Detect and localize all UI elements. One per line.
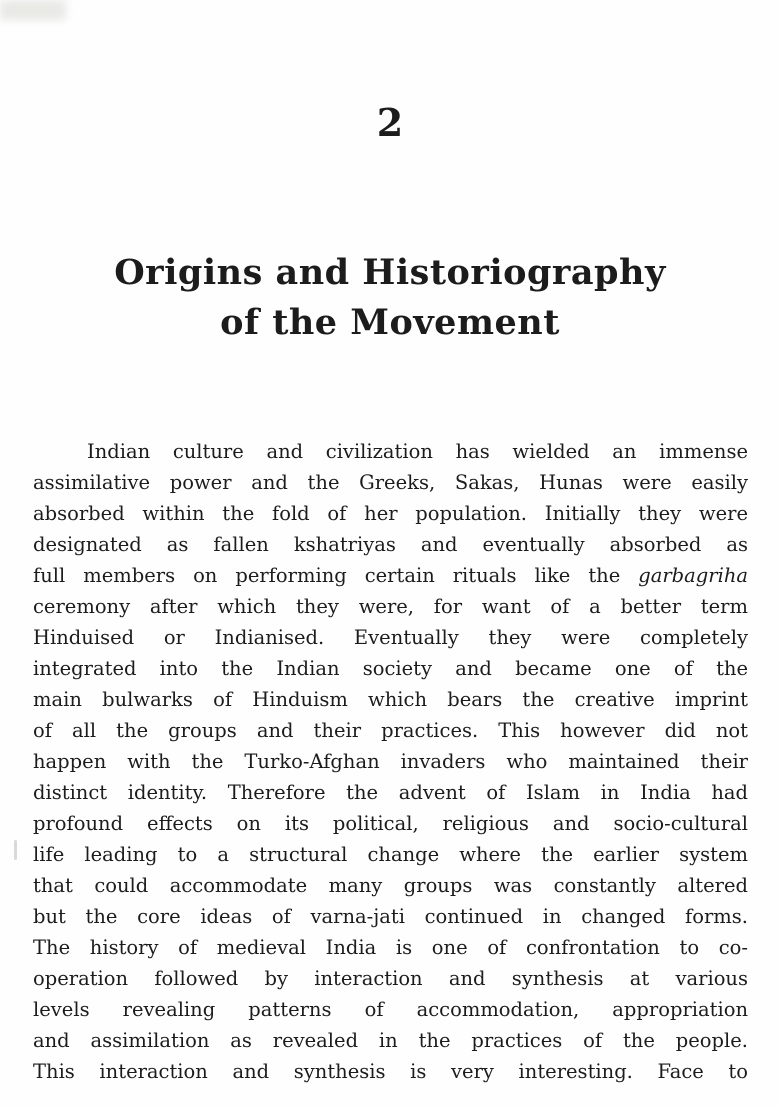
scan-edge-artifact — [0, 0, 66, 20]
text-segment: designated as fallen kshatriyas and eventually absorbed as — [33, 533, 748, 556]
text-segment: and assimilation as revealed in the practices of the people. — [33, 1029, 748, 1052]
text-segment: levels revealing patterns of accommodation, appropriation — [33, 998, 748, 1021]
text-segment: of all the groups and their practices. This however did not — [33, 719, 748, 742]
body-paragraph — [0, 348, 780, 1087]
text-segment: but the core ideas of varna-jati continued in changed forms. — [33, 905, 748, 928]
text-segment: ceremony after which they were, for want of a better term — [33, 595, 748, 618]
text-line — [33, 560, 748, 591]
text-segment: assimilative power and the Greeks, Sakas, Hunas were easily — [33, 471, 748, 494]
text-segment: Hinduised or Indianised. Eventually they were completely — [33, 626, 748, 649]
text-line — [33, 653, 748, 684]
text-line — [33, 808, 748, 839]
text-line — [33, 777, 748, 808]
text-line — [33, 715, 748, 746]
text-line — [33, 436, 748, 467]
chapter-title-line-1: Origins and Historiography — [114, 252, 666, 293]
text-segment: The history of medieval India is one of confrontation to co- — [33, 936, 748, 959]
italic-text: garbagriha — [638, 564, 748, 587]
text-segment: Indian culture and civilization has wielded an immense — [87, 440, 748, 463]
text-line — [33, 1056, 748, 1087]
scan-mark-artifact — [14, 840, 17, 860]
text-line — [33, 529, 748, 560]
text-segment: profound effects on its political, religious and socio-cultural — [33, 812, 748, 835]
text-line — [33, 622, 748, 653]
text-line — [33, 932, 748, 963]
text-segment: operation followed by interaction and synthesis at various — [33, 967, 748, 990]
text-line — [33, 994, 748, 1025]
text-segment: absorbed within the fold of her population. Initially they were — [33, 502, 748, 525]
text-line — [33, 498, 748, 529]
chapter-title-line-2: of the Movement — [220, 302, 560, 343]
text-segment: This interaction and synthesis is very interesting. Face to — [33, 1060, 748, 1083]
text-line — [33, 901, 748, 932]
text-segment: that could accommodate many groups was constantly altered — [33, 874, 748, 897]
text-segment: distinct identity. Therefore the advent of Islam in India had — [33, 781, 748, 804]
text-segment: happen with the Turko-Afghan invaders who maintained their — [33, 750, 748, 773]
text-line — [33, 870, 748, 901]
text-segment: full members on performing certain rituals like the — [33, 564, 639, 587]
text-line — [33, 591, 748, 622]
chapter-title — [0, 142, 780, 348]
text-segment: main bulwarks of Hinduism which bears the creative imprint — [33, 688, 748, 711]
text-segment: life leading to a structural change where the earlier system — [33, 843, 748, 866]
text-line — [33, 1025, 748, 1056]
text-line — [33, 467, 748, 498]
text-line — [33, 684, 748, 715]
text-segment: integrated into the Indian society and became one of the — [33, 657, 748, 680]
chapter-number: 2 — [376, 100, 404, 145]
text-line — [33, 963, 748, 994]
text-line — [33, 746, 748, 777]
text-line — [33, 839, 748, 870]
